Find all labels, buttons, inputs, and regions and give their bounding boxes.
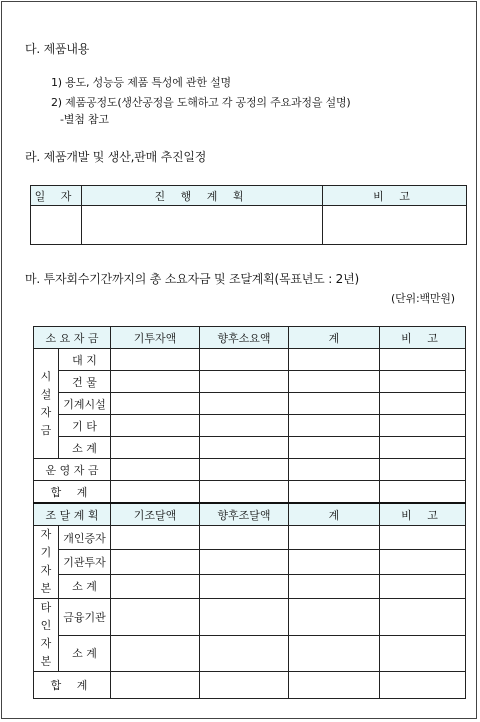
amount-cell[interactable]: [111, 371, 200, 393]
amount-cell[interactable]: [380, 635, 466, 672]
section-f-title: 마. 투자회수기간까지의 총 소요자금 및 조달계획(목표년도 : 2년): [25, 272, 359, 286]
amount-cell[interactable]: [200, 459, 289, 481]
schedule-header-date: 일 자: [31, 186, 82, 206]
amount-cell[interactable]: [111, 349, 200, 371]
schedule-header-row: [31, 186, 467, 206]
amount-cell[interactable]: [111, 550, 200, 574]
own-capital-group-label: 자 기 자 본: [34, 526, 59, 599]
fund-header-row: [34, 503, 466, 526]
facility-row-label: 건 물: [59, 371, 111, 393]
amount-cell[interactable]: [289, 481, 380, 504]
grand-total-row: [34, 672, 466, 699]
amount-cell[interactable]: [200, 349, 289, 371]
funding-table: [33, 326, 466, 699]
amount-cell[interactable]: [380, 415, 466, 437]
amount-cell[interactable]: [200, 437, 289, 459]
operating-label: 운 영 자 금: [34, 459, 111, 481]
amount-cell[interactable]: [111, 437, 200, 459]
amount-cell[interactable]: [111, 599, 200, 636]
amount-cell[interactable]: [380, 393, 466, 415]
section-d-item-3: -별첨 참고: [60, 113, 109, 126]
schedule-cell[interactable]: [323, 206, 467, 245]
own-capital-row: [34, 526, 466, 550]
req-header-future: 향후소요액: [200, 327, 289, 349]
amount-cell[interactable]: [289, 371, 380, 393]
schedule-body-row: [31, 206, 467, 245]
amount-cell[interactable]: [380, 526, 466, 550]
amount-cell[interactable]: [289, 437, 380, 459]
section-e-title: 라. 제품개발 및 생산,판매 추진일정: [25, 150, 207, 164]
amount-cell[interactable]: [200, 481, 289, 504]
facility-row: [34, 349, 466, 371]
amount-cell[interactable]: [289, 635, 380, 672]
unit-label: (단위:백만원): [391, 292, 455, 305]
amount-cell[interactable]: [111, 415, 200, 437]
amount-cell[interactable]: [111, 635, 200, 672]
amount-cell[interactable]: [200, 672, 289, 699]
schedule-table: [30, 185, 467, 245]
other-capital-row-label: 금융기관: [59, 599, 111, 636]
amount-cell[interactable]: [111, 393, 200, 415]
amount-cell[interactable]: [289, 550, 380, 574]
schedule-cell[interactable]: [82, 206, 323, 245]
fund-header-label: 조 달 계 획: [34, 503, 111, 526]
other-capital-row-label: 소 계: [59, 635, 111, 672]
own-capital-row-label: 기관투자: [59, 550, 111, 574]
amount-cell[interactable]: [380, 437, 466, 459]
amount-cell[interactable]: [380, 459, 466, 481]
operating-row: [34, 459, 466, 481]
amount-cell[interactable]: [111, 672, 200, 699]
amount-cell[interactable]: [380, 574, 466, 598]
schedule-cell[interactable]: [31, 206, 82, 245]
amount-cell[interactable]: [289, 459, 380, 481]
facility-row: [34, 393, 466, 415]
fund-header-note: 비 고: [380, 503, 466, 526]
section-d-title: 다. 제품내용: [25, 42, 90, 56]
req-header-invested: 기투자액: [111, 327, 200, 349]
amount-cell[interactable]: [200, 393, 289, 415]
amount-cell[interactable]: [289, 415, 380, 437]
schedule-header-plan: 진 행 계 획: [82, 186, 323, 206]
amount-cell[interactable]: [200, 635, 289, 672]
document-page: [1, 1, 477, 719]
amount-cell[interactable]: [289, 393, 380, 415]
amount-cell[interactable]: [111, 526, 200, 550]
facility-group-label: 시 설 자 금: [34, 349, 59, 459]
facility-row: [34, 371, 466, 393]
other-capital-row: [34, 635, 466, 672]
amount-cell[interactable]: [200, 599, 289, 636]
total-label: 합 계: [34, 481, 111, 504]
amount-cell[interactable]: [289, 599, 380, 636]
fund-header-raised: 기조달액: [111, 503, 200, 526]
schedule-header-note: 비 고: [323, 186, 467, 206]
fund-header-future: 향후조달액: [200, 503, 289, 526]
amount-cell[interactable]: [111, 481, 200, 504]
section-d-item-1: 1) 용도, 성능등 제품 특성에 관한 설명: [51, 76, 231, 89]
amount-cell[interactable]: [200, 415, 289, 437]
total-row: [34, 481, 466, 504]
amount-cell[interactable]: [380, 550, 466, 574]
amount-cell[interactable]: [200, 550, 289, 574]
amount-cell[interactable]: [380, 349, 466, 371]
req-header-row: [34, 327, 466, 349]
amount-cell[interactable]: [380, 599, 466, 636]
amount-cell[interactable]: [200, 371, 289, 393]
other-capital-row: [34, 599, 466, 636]
other-capital-group-label: 타 인 자 본: [34, 599, 59, 672]
facility-row: [34, 415, 466, 437]
amount-cell[interactable]: [111, 459, 200, 481]
amount-cell[interactable]: [289, 574, 380, 598]
facility-row-label: 대 지: [59, 349, 111, 371]
grand-total-label: 합 계: [34, 672, 111, 699]
amount-cell[interactable]: [200, 574, 289, 598]
amount-cell[interactable]: [289, 672, 380, 699]
facility-row-label: 기계시설: [59, 393, 111, 415]
req-header-sum: 계: [289, 327, 380, 349]
own-capital-row: [34, 550, 466, 574]
amount-cell[interactable]: [289, 526, 380, 550]
amount-cell[interactable]: [200, 526, 289, 550]
amount-cell[interactable]: [380, 371, 466, 393]
req-header-note: 비 고: [380, 327, 466, 349]
section-d-item-2: 2) 제품공정도(생산공정을 도해하고 각 공정의 주요과정을 설명): [51, 96, 351, 109]
amount-cell[interactable]: [380, 672, 466, 699]
amount-cell[interactable]: [380, 481, 466, 504]
amount-cell[interactable]: [289, 349, 380, 371]
req-header-label: 소 요 자 금: [34, 327, 111, 349]
facility-row: [34, 437, 466, 459]
facility-row-label: 소 계: [59, 437, 111, 459]
own-capital-row-label: 개인증자: [59, 526, 111, 550]
fund-header-sum: 계: [289, 503, 380, 526]
own-capital-row: [34, 574, 466, 598]
facility-row-label: 기 타: [59, 415, 111, 437]
amount-cell[interactable]: [111, 574, 200, 598]
own-capital-row-label: 소 계: [59, 574, 111, 598]
